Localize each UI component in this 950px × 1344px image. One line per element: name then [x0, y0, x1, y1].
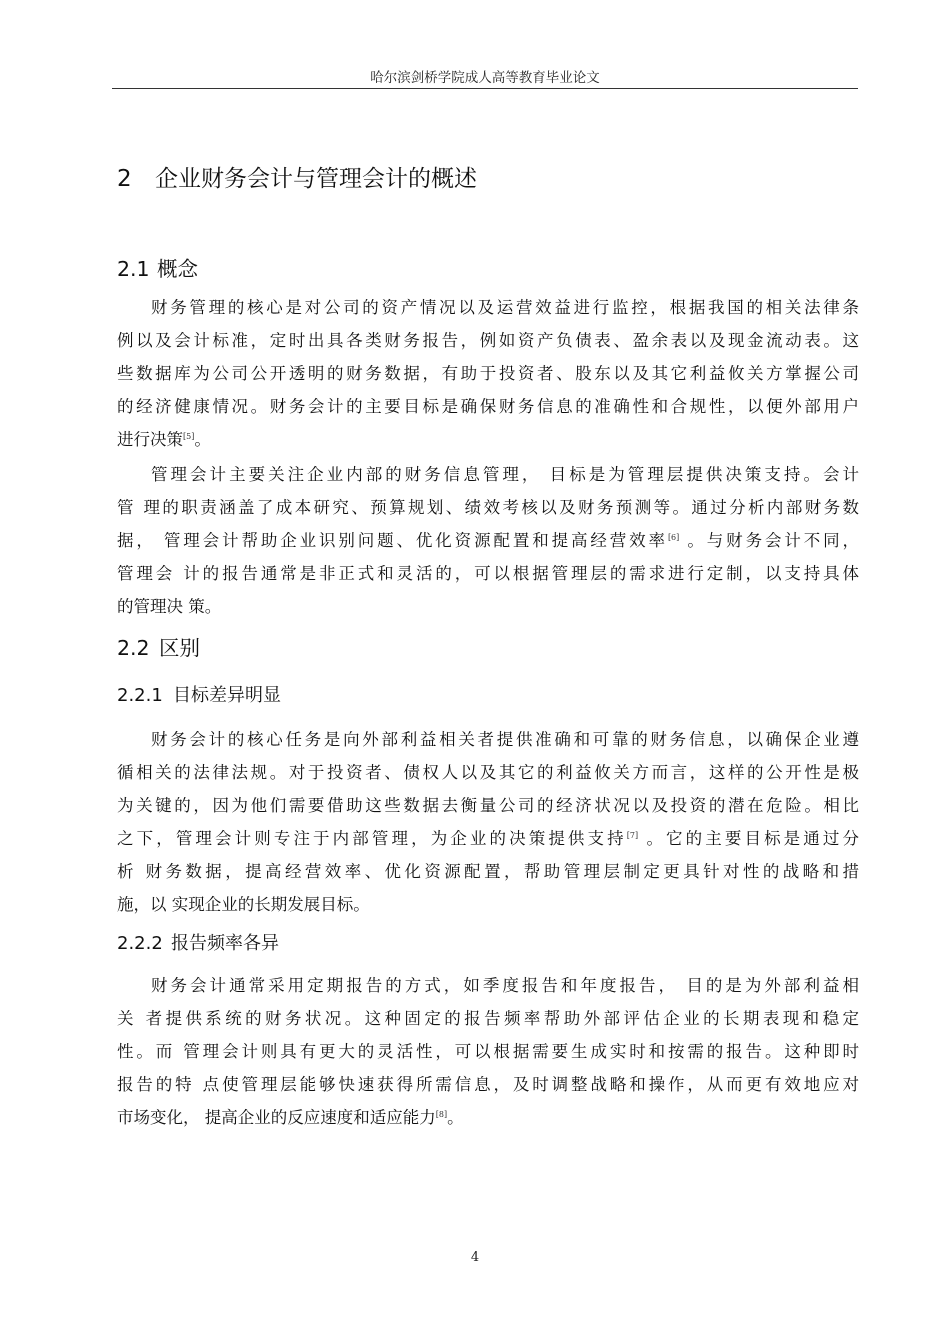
text-line: 管理会 计的报告通常是非正式和灵活的，可以根据管理层的需求进行定制，以支持具体 [117, 564, 859, 583]
citation-ref: [7] [626, 831, 639, 840]
paragraph-concept-1 [117, 291, 859, 456]
text-run: 。它的主要目标是通过分 [638, 829, 860, 848]
text-line: 施，以 实现企业的长期发展目标。 [117, 895, 370, 914]
text-line: 报告的特 点使管理层能够快速获得所需信息，及时调整战略和操作，从而更有效地应对 [117, 1075, 859, 1094]
text-line [117, 524, 859, 557]
page-header: 哈尔滨剑桥学院成人高等教育毕业论文 [370, 70, 600, 86]
citation-ref: [6] [667, 533, 680, 542]
text-line: 财务会计的核心任务是向外部利益相关者提供准确和可靠的财务信息，以确保企业遵 [151, 730, 859, 749]
subsection-heading-2-2-2 [117, 929, 279, 955]
section-heading-2-2 [117, 631, 200, 661]
text-line: 为关键的，因为他们需要借助这些数据去衡量公司的经济状况以及投资的潜在危险。相比 [117, 796, 859, 815]
text-line: 财务管理的核心是对公司的资产情况以及运营效益进行监控，根据我国的相关法律条 [151, 298, 859, 317]
text-line [117, 1101, 859, 1134]
text-line [117, 822, 859, 855]
text-line: 些数据库为公司公开透明的财务数据，有助于投资者、股东以及其它利益攸关方掌握公司 [117, 364, 859, 383]
citation-ref: [8] [435, 1110, 448, 1119]
text-run: 市场变化， 提高企业的反应速度和适应能力 [117, 1108, 436, 1127]
section-number: 2.1 [117, 257, 150, 281]
text-run: 。 [194, 430, 211, 449]
text-run: 进行决策 [117, 430, 183, 449]
subsection-number: 2.2.1 [117, 685, 163, 706]
text-line: 的经济健康情况。财务会计的主要目标是确保财务信息的准确性和合规性，以便外部用户 [117, 397, 859, 416]
page-number: 4 [470, 1250, 480, 1265]
text-run: 。与财务会计不同， [679, 531, 859, 550]
subsection-title: 目标差异明显 [173, 685, 281, 706]
text-line: 财务会计通常采用定期报告的方式，如季度报告和年度报告， 目的是为外部利益相 [151, 976, 859, 995]
subsection-number: 2.2.2 [117, 933, 163, 954]
subsection-heading-2-2-1 [117, 681, 281, 707]
text-line: 的管理决 策。 [117, 597, 222, 616]
paragraph-reporting-frequency [117, 969, 859, 1134]
section-title: 概念 [157, 257, 198, 281]
text-line: 管 理的职责涵盖了成本研究、预算规划、绩效考核以及财务预测等。通过分析内部财务数 [117, 498, 859, 517]
text-line [117, 423, 859, 456]
paragraph-goal-difference [117, 723, 859, 921]
chapter-heading [117, 160, 477, 193]
chapter-title: 企业财务会计与管理会计的概述 [155, 166, 477, 192]
citation-ref: [5] [183, 432, 195, 441]
section-title: 区别 [159, 636, 200, 660]
header-rule [112, 88, 858, 89]
text-line: 管理会计主要关注企业内部的财务信息管理， 目标是为管理层提供决策支持。会计 [151, 465, 859, 484]
chapter-number: 2 [117, 166, 132, 192]
text-line: 关 者提供系统的财务状况。这种固定的报告频率帮助外部评估企业的长期表现和稳定 [117, 1009, 859, 1028]
text-run: 据， 管理会计帮助企业识别问题、优化资源配置和提高经营效率 [117, 531, 668, 550]
text-run: 。 [447, 1108, 464, 1127]
text-run: 之下，管理会计则专注于内部管理，为企业的决策提供支持 [117, 829, 627, 848]
section-number: 2.2 [117, 636, 150, 660]
text-line: 例以及会计标准，定时出具各类财务报告，例如资产负债表、盈余表以及现金流动表。这 [117, 331, 859, 350]
subsection-title: 报告频率各异 [171, 933, 279, 954]
text-line: 循相关的法律法规。对于投资者、债权人以及其它的利益攸关方而言，这样的公开性是极 [117, 763, 859, 782]
paragraph-concept-2 [117, 458, 859, 623]
section-heading-2-1 [117, 252, 198, 282]
text-line: 性。而 管理会计则具有更大的灵活性，可以根据需要生成实时和按需的报告。这种即时 [117, 1042, 859, 1061]
text-line: 析 财务数据，提高经营效率、优化资源配置，帮助管理层制定更具针对性的战略和措 [117, 862, 859, 881]
